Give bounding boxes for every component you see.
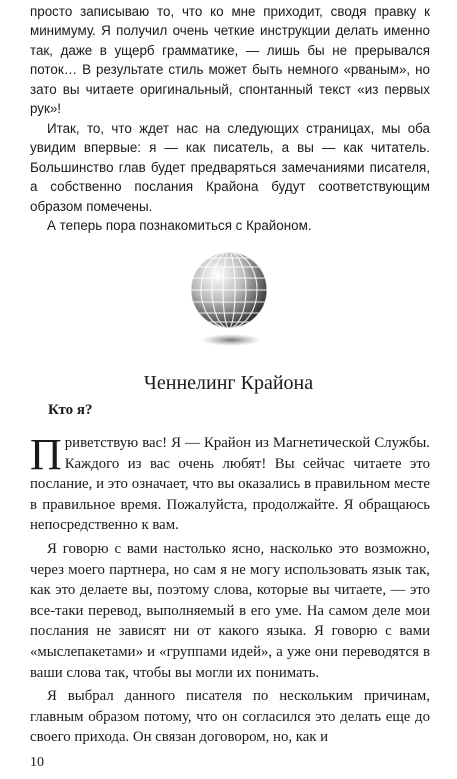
page-number: 10: [30, 755, 44, 770]
chapter-paragraph-3: Я выбрал данного писателя по нескольким причинам, главным образом потому, что он согласился это делать еще до своего прихода. Он связан договором, но, как и: [30, 688, 430, 746]
chapter-paragraph-2: Я говорю с вами настолько ясно, насколько это возможно, через моего партнера, но сам я не могу использовать язык так, как это делаете вы, поэтому слова, которые вы читаете, — это все-таки перевод, выполняемый в его уме. На самом деле мои послания не зависят ни от какого языка. Я говорю с вами «мыслепакетами» и «группами идей», а уже они переводятся в ваши слова так, чтобы вы могли их понимать.: [30, 541, 430, 681]
intro-paragraph-2: Итак, то, что ждет нас на следующих страницах, мы оба увидим впервые: я — как писатель, а вы — как читатель. Большинство глав будет предваряться замечаниями писателя, а собственно послания Крайона будут соответствующим образом помечены.: [30, 121, 430, 214]
chapter-paragraph-1: [30, 430, 430, 536]
section-heading: Кто я?: [48, 402, 93, 418]
intro-paragraph-3: А теперь пора познакомиться с Крайоном.: [47, 218, 312, 233]
chapter-title: Ченнелинг Крайона: [143, 372, 314, 394]
globe-icon: [187, 250, 271, 350]
intro-paragraph-1: просто записываю то, что ко мне приходит, сводя правку к минимуму. Я получил очень четкие инструкции делать именно так, даже в ущерб грамматике, — лишь бы не прерывался поток… В результате стиль может быть немного «рваным», но зато вы читаете оригинальный, спонтанный текст «из первых рук»!: [30, 4, 430, 117]
drop-cap: П: [30, 430, 62, 479]
chapter-paragraph-1-text: риветствую вас! Я — Крайон из Магнетической Службы. Каждого из вас очень любят! Вы сейчас читаете это послание, и это означает, что вы оказались в правильном месте в правильное время. Пожалуйста, продолжайте. Я обращаюсь непосредственно к вам.: [30, 435, 430, 534]
